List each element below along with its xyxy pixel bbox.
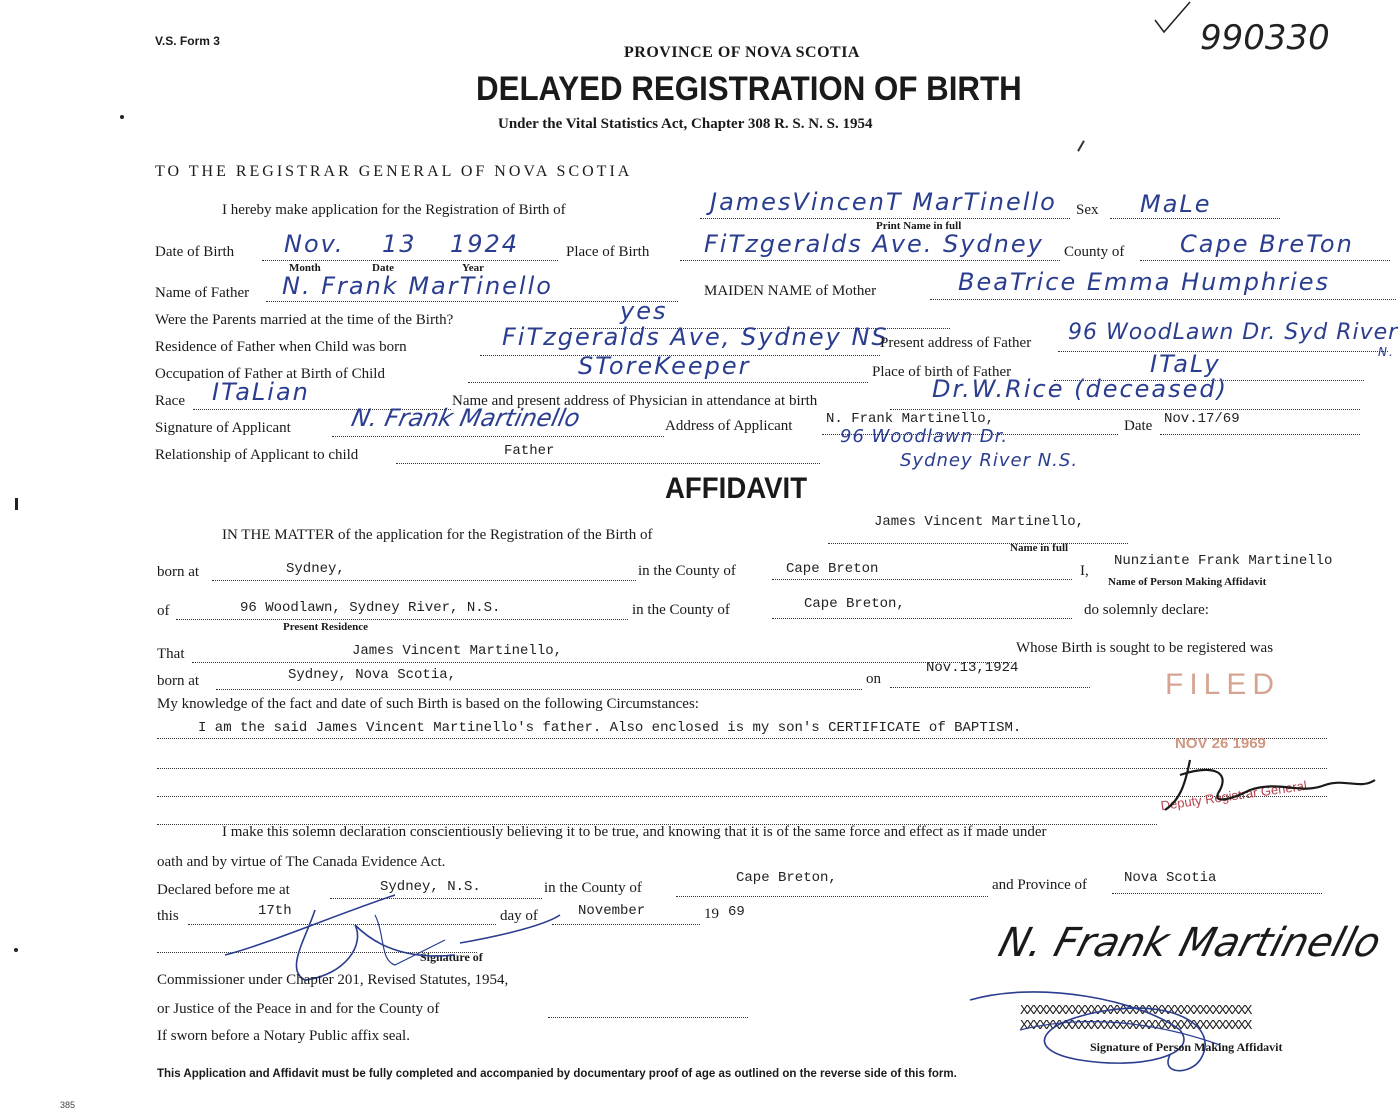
- name-in-full-caption: Name in full: [1010, 542, 1069, 554]
- dob-label: Date of Birth: [155, 244, 235, 260]
- dob-date-field: 13: [382, 230, 417, 258]
- print-name-caption: Print Name in full: [876, 220, 962, 232]
- affidavit-child-name: James Vincent Martinello,: [874, 514, 1085, 530]
- place-label: Place of Birth: [566, 244, 650, 260]
- born-at2-label: born at: [157, 673, 200, 689]
- affidavit-title: AFFIDAVIT: [665, 472, 808, 505]
- this-label: this: [157, 908, 179, 924]
- father-field: N. Frank MarTinello: [282, 272, 553, 300]
- filed-stamp: FILED: [1165, 668, 1281, 701]
- physician-field: Dr.W.Rice (deceased): [932, 375, 1229, 403]
- struck-typed-line: XXXXXXXXXXXXXXXXXXXXXXXXXXXXXXXXXXXX: [1020, 1003, 1251, 1019]
- date-label: Date: [1124, 418, 1153, 434]
- month-caption: Month: [289, 262, 321, 274]
- residence-field: FiTzgeralds Ave, Sydney NS: [502, 323, 889, 351]
- place-field: FiTzgeralds Ave. Sydney: [704, 230, 1044, 258]
- declared-label: Declared before me at: [157, 882, 290, 898]
- subtitle: Under the Vital Statistics Act, Chapter 308 R. S. N. S. 1954: [498, 116, 873, 132]
- occupation-field: SToreKeeper: [578, 352, 751, 380]
- mother-label: MAIDEN NAME of Mother: [704, 283, 877, 299]
- county3-label: in the County of: [544, 880, 642, 896]
- married-label: Were the Parents married at the time of the Birth?: [155, 312, 454, 328]
- date-caption: Date: [372, 262, 394, 274]
- relationship-field: Father: [504, 443, 555, 459]
- race-field: ITaLian: [212, 378, 310, 406]
- occupation-label: Occupation of Father at Birth of Child: [155, 366, 385, 382]
- that-name-field: James Vincent Martinello,: [352, 643, 563, 659]
- checkmark-icon: [1150, 0, 1200, 40]
- date-field: Nov.17/69: [1164, 411, 1240, 427]
- province-field: Nova Scotia: [1124, 870, 1217, 886]
- present-residence-caption: Present Residence: [283, 621, 369, 633]
- footer-note: This Application and Affidavit must be fully completed and accompanied by documentary proof of age as outlined on the reverse side of this form.: [157, 1068, 957, 1080]
- applicant-address-hand2: Sydney River N.S.: [900, 450, 1079, 471]
- that-label: That: [157, 646, 185, 662]
- print-code: 385: [60, 1100, 76, 1110]
- county3-field: Cape Breton,: [736, 870, 837, 886]
- addressee: TO THE REGISTRAR GENERAL OF NOVA SCOTIA: [155, 163, 633, 180]
- signature-label: Signature of Applicant: [155, 420, 291, 436]
- of-label: of: [157, 603, 170, 619]
- day-of-label: day of: [500, 908, 538, 924]
- physician-label: Name and present address of Physician in attendance at birth: [452, 393, 818, 409]
- race-label: Race: [155, 393, 185, 409]
- mother-field: BeaTrice Emma Humphries: [958, 268, 1331, 296]
- county-label: County of: [1064, 244, 1125, 260]
- province-heading: PROVINCE OF NOVA SCOTIA: [624, 44, 860, 61]
- year-caption: Year: [462, 262, 484, 274]
- day-field: 17th: [258, 903, 292, 919]
- father-label: Name of Father: [155, 285, 250, 301]
- margin-dot: [120, 115, 124, 119]
- county2-field: Cape Breton,: [804, 596, 905, 612]
- born-at2-field: Sydney, Nova Scotia,: [288, 667, 457, 683]
- county-field-affidavit: Cape Breton: [786, 561, 879, 577]
- commissioner-line1: Commissioner under Chapter 201, Revised Statutes, 1954,: [157, 972, 509, 988]
- father-birthplace-field: ITaLy: [1150, 350, 1221, 378]
- on-label: on: [866, 671, 881, 687]
- residence-label: Residence of Father when Child was born: [155, 339, 407, 355]
- applicant-address-hand1: 96 Woodlawn Dr.: [840, 426, 1009, 447]
- margin-dot: [14, 948, 18, 952]
- signature-scribble: [960, 960, 1270, 1080]
- sex-field: MaLe: [1140, 190, 1212, 218]
- present-address-label: Present address of Father: [880, 335, 1032, 351]
- county2-label: in the County of: [632, 602, 730, 618]
- born-at-label: born at: [157, 564, 200, 580]
- page-title: DELAYED REGISTRATION OF BIRTH: [476, 70, 1022, 108]
- file-number: 990330: [1200, 18, 1330, 58]
- declarant-signature-caption: Signature of Person Making Affidavit: [1090, 1040, 1283, 1054]
- solemn-line2: oath and by virtue of The Canada Evidence Act.: [157, 854, 446, 870]
- dob-year-field: 1924: [450, 230, 520, 258]
- declarant-caption: Name of Person Making Affidavit: [1108, 576, 1267, 588]
- matter-label: IN THE MATTER of the application for the Registration of the Birth of: [222, 527, 653, 543]
- sex-label: Sex: [1076, 202, 1099, 218]
- year-field: 69: [728, 904, 745, 920]
- commissioner-line2: or Justice of the Peace in and for the County of: [157, 1001, 440, 1017]
- year-prefix: 19: [704, 906, 719, 922]
- struck-typed-line-2: XXXXXXXXXXXXXXXXXXXXXXXXXXXXXXXXXXXX: [1020, 1018, 1251, 1034]
- province-label: and Province of: [992, 877, 1087, 893]
- filed-stamp-date: NOV 26 1969: [1175, 735, 1266, 752]
- present-address-field: 96 WoodLawn Dr. Syd River: [1068, 320, 1399, 345]
- margin-mark: [15, 498, 18, 510]
- county-field: Cape BreTon: [1180, 230, 1354, 258]
- form-number: V.S. Form 3: [155, 34, 220, 48]
- applicant-address-typed: N. Frank Martinello,: [826, 411, 995, 427]
- month-field: November: [578, 903, 646, 919]
- dob-month-field: Nov.: [284, 230, 345, 258]
- knowledge-label: My knowledge of the fact and date of such Birth is based on the following Circumstances:: [157, 696, 699, 712]
- residence-field-affidavit: 96 Woodlawn, Sydney River, N.S.: [240, 600, 501, 616]
- signature-of-caption: Signature of: [420, 950, 483, 964]
- declarant-signature: N. Frank Martinello: [993, 920, 1386, 966]
- born-on-field: Nov.13,1924: [926, 660, 1019, 676]
- declare-label: do solemnly declare:: [1084, 602, 1209, 618]
- county-label-affidavit: in the County of: [638, 563, 736, 579]
- present-address-suffix: N.: [1378, 345, 1395, 359]
- married-field: yes: [620, 297, 668, 325]
- born-at-field: Sydney,: [286, 561, 345, 577]
- i-label: I,: [1080, 563, 1089, 579]
- registrar-signature: [1150, 750, 1390, 820]
- declared-at-field: Sydney, N.S.: [380, 879, 481, 895]
- pen-mark: [1077, 140, 1085, 151]
- commissioner-line3: If sworn before a Notary Public affix seal.: [157, 1028, 410, 1044]
- deputy-registrar-caption: Deputy Registrar General: [1159, 777, 1308, 814]
- child-name-field: JamesVincenT MarTinello: [710, 188, 1057, 216]
- applicant-signature: N. Frank Martinello: [349, 404, 583, 432]
- relationship-label: Relationship of Applicant to child: [155, 447, 359, 463]
- declarant-name: Nunziante Frank Martinello: [1114, 553, 1333, 569]
- whose-birth-label: Whose Birth is sought to be registered was: [1016, 640, 1274, 656]
- father-birthplace-label: Place of birth of Father: [872, 364, 1012, 380]
- commissioner-signature: [205, 885, 565, 985]
- application-intro: I hereby make application for the Registration of Birth of: [222, 202, 566, 218]
- solemn-line1: I make this solemn declaration conscientiously believing it to be true, and knowing that it is of the same force and effect as if made under: [222, 824, 1047, 840]
- applicant-address-label: Address of Applicant: [665, 418, 793, 434]
- circumstances-field: I am the said James Vincent Martinello's father. Also enclosed is my son's CERTIFICATE of BAPTISM.: [198, 720, 1022, 736]
